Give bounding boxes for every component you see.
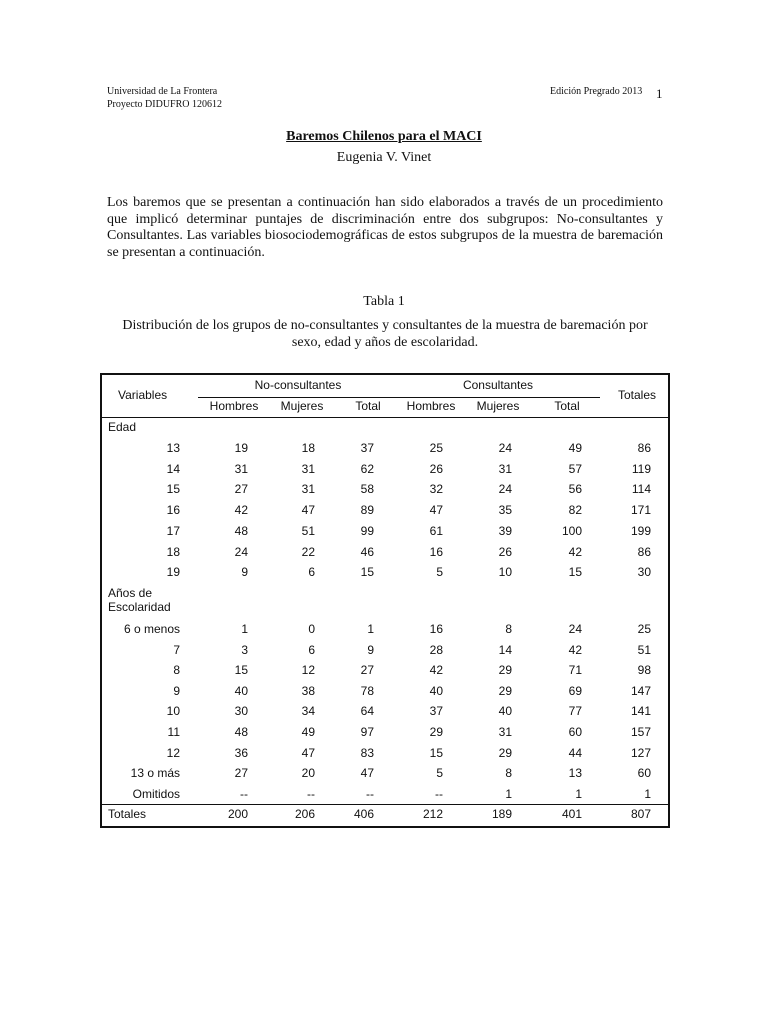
table-cell: 1	[367, 622, 374, 636]
row-label: Omitidos	[132, 786, 180, 801]
totals-cell: 189	[491, 807, 512, 821]
distribution-table	[100, 373, 670, 828]
table-cell: 15	[234, 663, 248, 678]
table-cell: 6	[308, 565, 315, 580]
table-cell: 24	[498, 441, 512, 455]
intro-paragraph: Los baremos que se presentan a continuación han sido elaborados a través de un procedimiento que implicó determinar puntajes de discriminación entre dos subgrupos: No-consultantes y Consultantes. Las variables biosociodemográficas de estos subgrupos de la muestra de baremación se presentan a continuación.	[107, 195, 663, 260]
section-escolaridad-line2: Escolaridad	[108, 600, 171, 614]
table-cell: 47	[360, 766, 374, 781]
row-label: 13 o más	[130, 766, 180, 781]
header-edition: Edición Pregrado 2013	[550, 86, 643, 97]
subheader-col-4: Hombres	[406, 399, 456, 413]
table-cell: 31	[301, 461, 315, 476]
row-label: 19	[166, 565, 180, 580]
table-cell: 31	[498, 725, 512, 739]
table-cell: 14	[498, 642, 512, 657]
table-cell: 99	[360, 523, 374, 538]
table-cell: 25	[429, 441, 443, 455]
table-cell: --	[307, 786, 315, 801]
table-cell: 9	[241, 565, 248, 580]
page-number: 1	[656, 86, 663, 101]
row-label: 17	[166, 523, 180, 538]
totals-cell: 401	[561, 807, 582, 821]
table-cell: --	[240, 786, 248, 801]
table-cell: 98	[637, 663, 651, 678]
group1-underline	[198, 397, 398, 398]
header-project: Proyecto DIDUFRO 120612	[107, 99, 222, 110]
table-cell: 32	[429, 482, 443, 497]
table-cell: 10	[498, 565, 512, 580]
table-cell: 119	[631, 461, 651, 476]
table-cell: 29	[498, 663, 512, 678]
table-cell: 27	[234, 482, 248, 497]
subheader-col-1: Hombres	[209, 399, 259, 413]
table-cell: 57	[568, 461, 582, 476]
table-cell: 19	[234, 441, 248, 455]
table-cell: 40	[498, 704, 512, 719]
table-cell: 30	[234, 704, 248, 719]
table-cell: 39	[498, 523, 512, 538]
table-cell: 13	[568, 766, 582, 781]
table-cell: 8	[505, 766, 512, 781]
row-label: 14	[166, 461, 180, 476]
table-cell: 31	[301, 482, 315, 497]
group2-underline	[396, 397, 600, 398]
table-cell: 29	[498, 683, 512, 698]
table-cell: --	[435, 786, 443, 801]
table-caption: Distribución de los grupos de no-consultantes y consultantes de la muestra de baremación por sexo, edad y años de escolaridad.	[122, 318, 648, 350]
table-cell: 47	[301, 745, 315, 760]
table-cell: 31	[498, 461, 512, 476]
table-cell: 62	[360, 461, 374, 476]
table-cell: 40	[429, 683, 443, 698]
table-cell: 49	[568, 441, 582, 455]
section-edad: Edad	[108, 420, 137, 434]
table-cell: 42	[568, 642, 582, 657]
table-cell: 24	[234, 544, 248, 559]
row-label: 13	[166, 441, 180, 455]
table-cell: 30	[637, 565, 651, 580]
row-label: 16	[166, 503, 180, 518]
table-cell: 27	[234, 766, 248, 781]
table-cell: 24	[498, 482, 512, 497]
group2-header: Consultantes	[462, 378, 534, 392]
table-cell: 56	[568, 482, 582, 497]
row-label: 6 o menos	[123, 622, 180, 636]
totals-cell: 200	[227, 807, 248, 821]
row-label: 9	[173, 683, 180, 698]
table-cell: 100	[561, 523, 582, 538]
variables-header: Variables	[118, 388, 168, 402]
subheader-col-2: Mujeres	[280, 399, 324, 413]
table-cell: 40	[234, 683, 248, 698]
table-cell: 157	[630, 725, 651, 739]
table-cell: 44	[568, 745, 582, 760]
table-cell: 15	[568, 565, 582, 580]
table-cell: 3	[241, 642, 248, 657]
table-cell: 86	[637, 544, 651, 559]
table-label: Tabla 1	[363, 294, 405, 309]
table-cell: 34	[301, 704, 315, 719]
table-cell: 42	[234, 503, 248, 518]
row-label: 8	[173, 663, 180, 678]
table-cell: 27	[360, 663, 374, 678]
subheader-col-5: Mujeres	[476, 399, 520, 413]
table-cell: 51	[637, 642, 651, 657]
row-label: 15	[166, 482, 180, 497]
header-university: Universidad de La Frontera	[107, 86, 218, 97]
table-cell: 18	[301, 441, 315, 455]
table-cell: 31	[234, 461, 248, 476]
document-author: Eugenia V. Vinet	[336, 150, 432, 165]
table-cell: --	[366, 786, 374, 801]
table-cell: 51	[301, 523, 315, 538]
table-cell: 24	[568, 622, 582, 636]
table-cell: 60	[637, 766, 651, 781]
table-cell: 12	[301, 663, 315, 678]
table-cell: 8	[505, 622, 512, 636]
table-cell: 29	[429, 725, 443, 739]
table-cell: 58	[360, 482, 374, 497]
table-cell: 35	[498, 503, 512, 518]
section-escolaridad-line1: Años de	[108, 586, 153, 600]
table-cell: 61	[429, 523, 443, 538]
table-cell: 71	[568, 663, 582, 678]
table-cell: 60	[568, 725, 582, 739]
table-cell: 38	[301, 683, 315, 698]
table-cell: 82	[568, 503, 582, 518]
table-cell: 47	[301, 503, 315, 518]
totals-cell: 406	[353, 807, 374, 821]
table-cell: 15	[360, 565, 374, 580]
totals-cell: 206	[294, 807, 315, 821]
totals-cell: 807	[630, 807, 651, 821]
table-cell: 48	[234, 523, 248, 538]
table-cell: 199	[630, 523, 651, 538]
table-cell: 141	[630, 704, 651, 719]
row-label: 7	[173, 642, 180, 657]
table-cell: 37	[429, 704, 443, 719]
totals-row-label: Totales	[108, 807, 147, 821]
table-cell: 26	[498, 544, 512, 559]
table-cell: 69	[568, 683, 582, 698]
table-cell: 171	[630, 503, 651, 518]
row-label: 18	[166, 544, 180, 559]
totals-cell: 212	[422, 807, 443, 821]
table-cell: 1	[505, 786, 512, 801]
table-cell: 42	[429, 663, 443, 678]
table-cell: 20	[301, 766, 315, 781]
table-cell: 5	[436, 766, 443, 781]
table-cell: 46	[360, 544, 374, 559]
table-cell: 6	[308, 642, 315, 657]
table-cell: 78	[360, 683, 374, 698]
row-label: 10	[166, 704, 180, 719]
table-cell: 47	[429, 503, 443, 518]
table-cell: 114	[631, 482, 651, 497]
table-cell: 16	[429, 622, 443, 636]
table-cell: 1	[241, 622, 248, 636]
table-cell: 5	[436, 565, 443, 580]
table-cell: 49	[301, 725, 315, 739]
header-rule	[102, 417, 668, 418]
row-label: 11	[167, 725, 180, 739]
table-cell: 37	[360, 441, 374, 455]
table-cell: 64	[360, 704, 374, 719]
table-cell: 42	[568, 544, 582, 559]
table-cell: 26	[429, 461, 443, 476]
table-cell: 48	[234, 725, 248, 739]
document-title: Baremos Chilenos para el MACI	[286, 129, 482, 144]
table-cell: 36	[234, 745, 248, 760]
table-cell: 28	[429, 642, 443, 657]
totals-header: Totales	[618, 388, 657, 402]
table-cell: 22	[301, 544, 315, 559]
table-cell: 29	[498, 745, 512, 760]
table-cell: 86	[637, 441, 651, 455]
table-cell: 147	[630, 683, 651, 698]
table-cell: 1	[644, 786, 651, 801]
table-cell: 97	[360, 725, 374, 739]
subheader-col-6: Total	[554, 399, 580, 413]
table-cell: 89	[360, 503, 374, 518]
header-institution	[107, 85, 222, 111]
table-cell: 83	[360, 745, 374, 760]
table-cell: 77	[568, 704, 582, 719]
table-cell: 16	[429, 544, 443, 559]
table-cell: 127	[630, 745, 651, 760]
row-label: 12	[166, 745, 180, 760]
table-cell: 25	[637, 622, 651, 636]
totals-rule	[102, 804, 668, 805]
subheader-col-3: Total	[355, 399, 381, 413]
table-cell: 9	[367, 642, 374, 657]
table-cell: 1	[575, 786, 582, 801]
table-cell: 15	[429, 745, 443, 760]
group1-header: No-consultantes	[254, 378, 342, 392]
table-cell: 0	[308, 622, 315, 636]
